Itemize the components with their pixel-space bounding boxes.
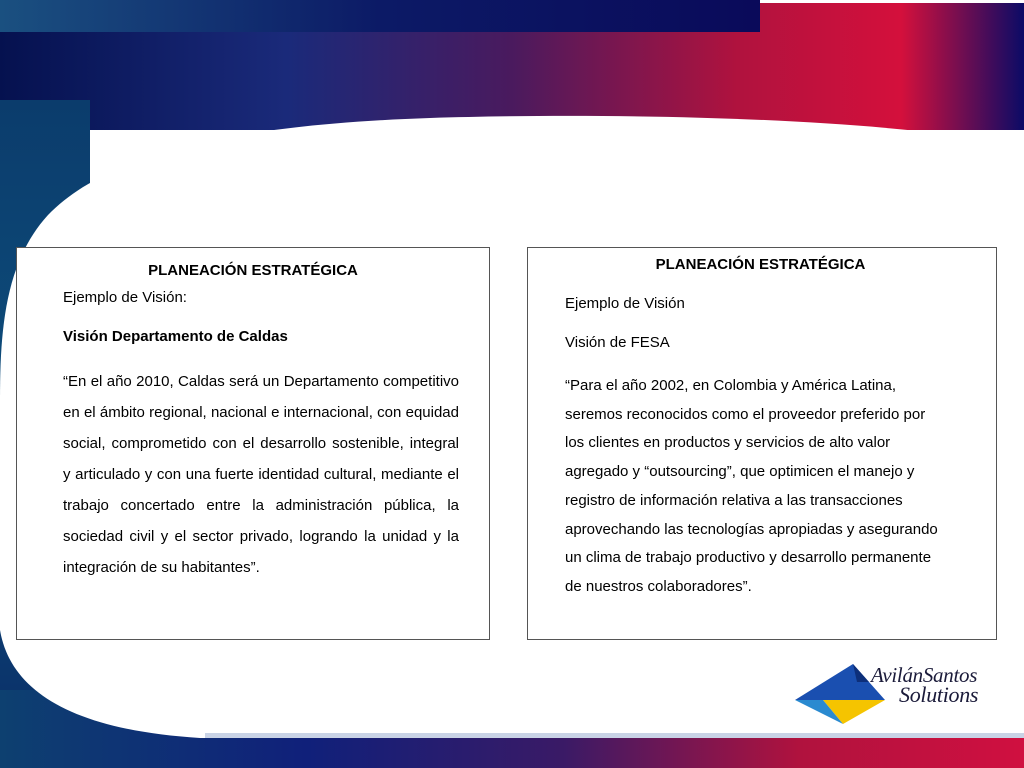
card-heading: Visión de FESA (565, 334, 670, 351)
card-title: PLANEACIÓN ESTRATÉGICA (655, 256, 866, 273)
card-heading: Visión Departamento de Caldas (63, 328, 288, 345)
card-body: “Para el año 2002, en Colombia y América Latina, seremos reconocidos como el proveedor preferido por los clientes en productos y servicios de alto valor agregado y “outsourcing”, que optimicen el manejo y registro de información relativa a las transacciones aprovechando las tecnologías apropiadas y asegurando un clima de trabajo productivo y desarrollo permanente de nuestros colaboradores”. (565, 377, 938, 595)
vision-card-fesa (527, 247, 997, 640)
logo-text-secondary: Solutions (899, 682, 979, 707)
card-title: PLANEACIÓN ESTRATÉGICA (148, 262, 358, 279)
card-subtitle: Ejemplo de Visión: (63, 289, 187, 306)
logo-text-primary: AvilánSantos (871, 663, 978, 687)
company-logo (793, 660, 1019, 726)
card-subtitle: Ejemplo de Visión (565, 295, 685, 312)
vision-card-caldas (16, 247, 490, 640)
card-body: “En el año 2010, Caldas será un Departamento competitivo en el ámbito regional, nacional e internacional, con equidad social, comprometido con el desarrollo sostenible, integral y articulado y con una fuerte identidad cultural, mediante el trabajo concertado entre la administración pública, la sociedad civil y el sector privado, logrando la unidad y la integración de su habitantes”. (63, 373, 459, 576)
